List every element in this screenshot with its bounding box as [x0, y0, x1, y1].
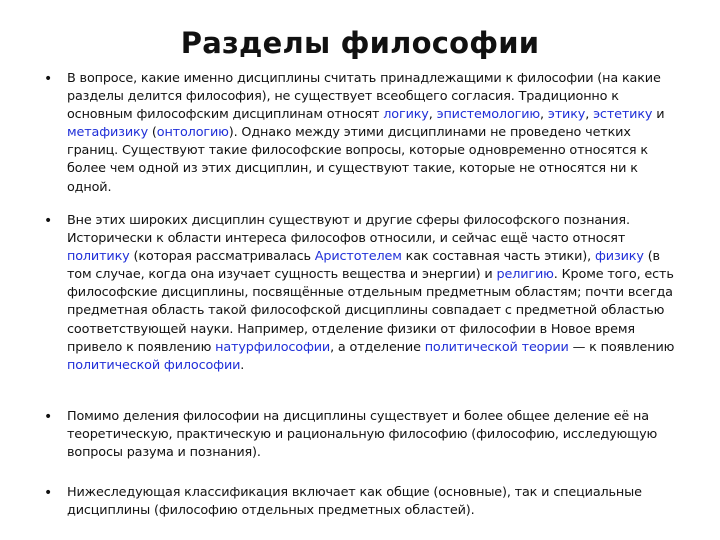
text-segment: (в том случае, когда она изучает сущность вещества и энергии) и — [67, 249, 660, 283]
bullet-item — [46, 408, 676, 462]
bullet-text — [67, 408, 679, 462]
bullet-text — [67, 212, 679, 375]
text-segment: (которая рассматривалась — [129, 249, 315, 265]
term-link[interactable]: логику — [383, 107, 429, 123]
term-link[interactable]: религию — [496, 267, 554, 283]
term-link[interactable]: политической теории — [424, 339, 569, 355]
term-link[interactable]: натурфилософии — [215, 339, 331, 355]
term-link[interactable]: политику — [67, 249, 130, 265]
term-link[interactable]: Аристотелем — [314, 249, 402, 265]
text-segment: как составная часть этики), — [401, 249, 595, 265]
term-link[interactable]: эпистемологию — [436, 107, 541, 123]
text-segment: Помимо деления философии на дисциплины существует и более общее деление её на теоретическую, практическую и рациональную философию (философию, исследующую вопросы разума и познания). — [67, 409, 658, 461]
bullet-item — [46, 70, 676, 197]
text-segment: , — [428, 107, 437, 123]
term-link[interactable]: политической философии — [67, 357, 241, 373]
term-link[interactable]: этику — [547, 107, 586, 123]
text-segment: — к появлению — [568, 339, 675, 355]
text-segment: ( — [148, 125, 157, 141]
bullet-dot-icon: • — [44, 71, 53, 87]
term-link[interactable]: онтологию — [156, 125, 229, 141]
text-segment: ). Однако между этими дисциплинами не проведено четких границ. Существуют такие философские вопросы, которые одновременно относятся к более чем одной из этих дисциплин, и существуют такие, которые не относятся ни к одной. — [67, 125, 648, 195]
text-segment: Вне этих широких дисциплин существуют и другие сферы философского познания. Исторически к области интереса философов относили, и сейчас ещё часто относят — [67, 213, 630, 247]
bullet-dot-icon: • — [44, 485, 53, 501]
term-link[interactable]: физику — [594, 249, 644, 265]
bullet-dot-icon: • — [44, 213, 53, 229]
text-segment: . — [240, 357, 245, 373]
text-segment: В вопросе, какие именно дисциплины считать принадлежащими к философии (на какие разделы делится философия), не существует всеобщего согласия. Традиционно к основным философским дисциплинам относят — [67, 71, 661, 123]
text-segment: . Кроме того, есть философские дисциплины, посвящённые отдельным предметным областям; почти всегда предметная область такой философской дисциплины совпадает с предметной областью соответствующей науки. Например, отделение физики от философии в Новое время привело к появлению — [67, 267, 674, 355]
text-segment: Нижеследующая классификация включает как общие (основные), так и специальные дисциплины (философию отдельных предметных областей). — [67, 485, 642, 519]
bullet-dot-icon: • — [44, 409, 53, 425]
text-segment: и — [652, 107, 665, 123]
text-segment: , — [585, 107, 594, 123]
slide-title: Разделы философии — [180, 26, 540, 60]
bullet-item — [46, 212, 676, 375]
text-segment: , а отделение — [330, 339, 425, 355]
bullet-text — [67, 70, 679, 197]
text-segment: , — [540, 107, 548, 123]
bullet-text — [67, 484, 679, 520]
term-link[interactable]: метафизику — [67, 125, 149, 141]
term-link[interactable]: эстетику — [593, 107, 653, 123]
bullet-item — [46, 484, 676, 520]
